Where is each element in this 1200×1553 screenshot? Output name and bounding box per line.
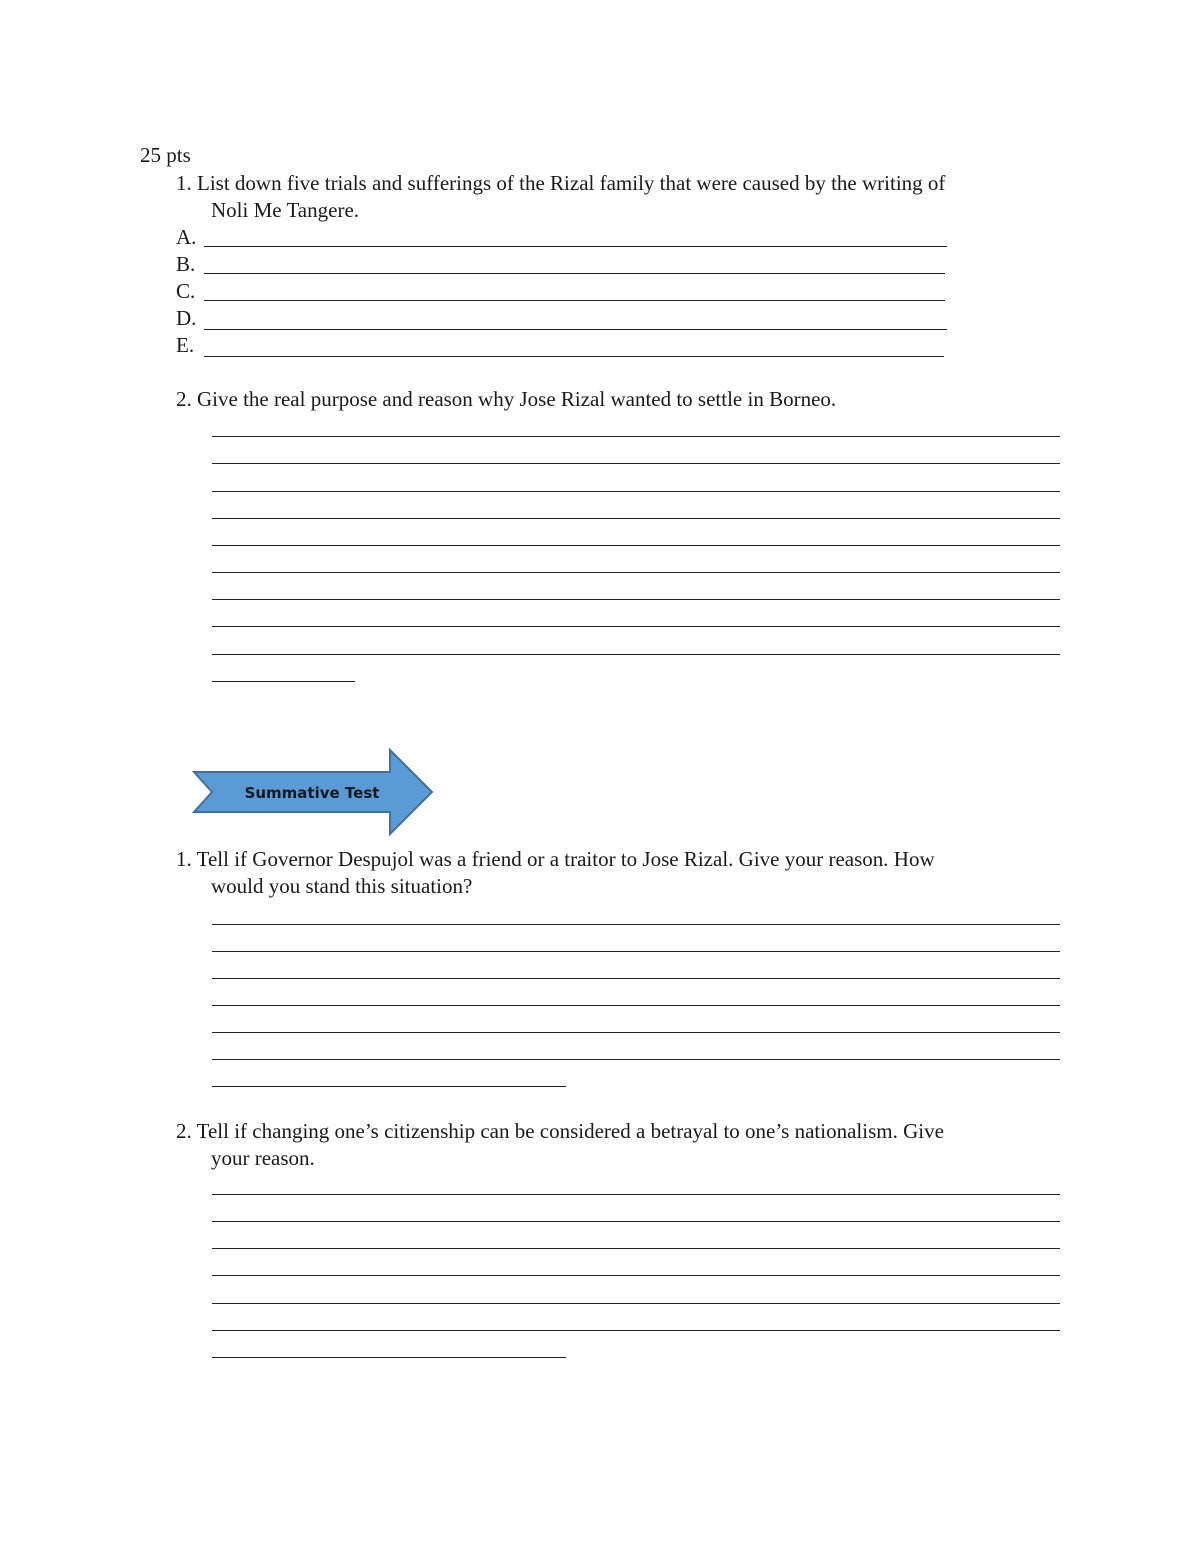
answer-line[interactable]	[212, 951, 1060, 952]
question-1-text: 1. List down five trials and sufferings of the Rizal family that were caused by the writing of	[176, 171, 946, 195]
option-c-label: C.	[176, 279, 196, 303]
answer-line[interactable]	[212, 626, 1060, 627]
question-2-text: 2. Give the real purpose and reason why Jose Rizal wanted to settle in Borneo.	[176, 387, 837, 411]
answer-line[interactable]	[212, 1275, 1060, 1276]
points-label: 25 pts	[140, 143, 191, 167]
option-a-answer-line[interactable]	[204, 246, 947, 247]
answer-line[interactable]	[212, 924, 1060, 925]
option-d-answer-line[interactable]	[204, 329, 947, 330]
answer-line[interactable]	[212, 1059, 1060, 1060]
option-c-answer-line[interactable]	[204, 300, 945, 301]
answer-line-short[interactable]	[212, 1357, 566, 1358]
answer-line[interactable]	[212, 1303, 1060, 1304]
option-e-answer-line[interactable]	[204, 356, 944, 357]
option-b-answer-line[interactable]	[204, 273, 945, 274]
summative-question-1-text-continued: would you stand this situation?	[211, 874, 473, 898]
answer-line[interactable]	[212, 463, 1060, 464]
question-1-text-continued: Noli Me Tangere.	[211, 198, 360, 222]
answer-line[interactable]	[212, 1330, 1060, 1331]
summative-test-label: Summative Test	[244, 784, 380, 802]
summative-question-2-text: 2. Tell if changing one’s citizenship can be considered a betrayal to one’s nationalism. Give	[176, 1119, 944, 1143]
answer-line[interactable]	[212, 654, 1060, 655]
option-b-label: B.	[176, 252, 196, 276]
answer-line[interactable]	[212, 436, 1060, 437]
answer-line[interactable]	[212, 491, 1060, 492]
arrow-shape-icon	[190, 748, 436, 836]
answer-line[interactable]	[212, 978, 1060, 979]
answer-line[interactable]	[212, 1248, 1060, 1249]
answer-line[interactable]	[212, 545, 1060, 546]
answer-line[interactable]	[212, 599, 1060, 600]
answer-line-short[interactable]	[212, 1086, 566, 1087]
option-e-label: E.	[176, 333, 195, 357]
summative-test-banner	[190, 748, 436, 836]
answer-line-short[interactable]	[212, 681, 355, 682]
answer-line[interactable]	[212, 572, 1060, 573]
option-d-label: D.	[176, 306, 197, 330]
summative-question-2-text-continued: your reason.	[211, 1146, 315, 1170]
summative-question-1-text: 1. Tell if Governor Despujol was a friend or a traitor to Jose Rizal. Give your reason. How	[176, 847, 935, 871]
answer-line[interactable]	[212, 1194, 1060, 1195]
answer-line[interactable]	[212, 1032, 1060, 1033]
option-a-label: A.	[176, 225, 197, 249]
answer-line[interactable]	[212, 1221, 1060, 1222]
answer-line[interactable]	[212, 1005, 1060, 1006]
answer-line[interactable]	[212, 518, 1060, 519]
